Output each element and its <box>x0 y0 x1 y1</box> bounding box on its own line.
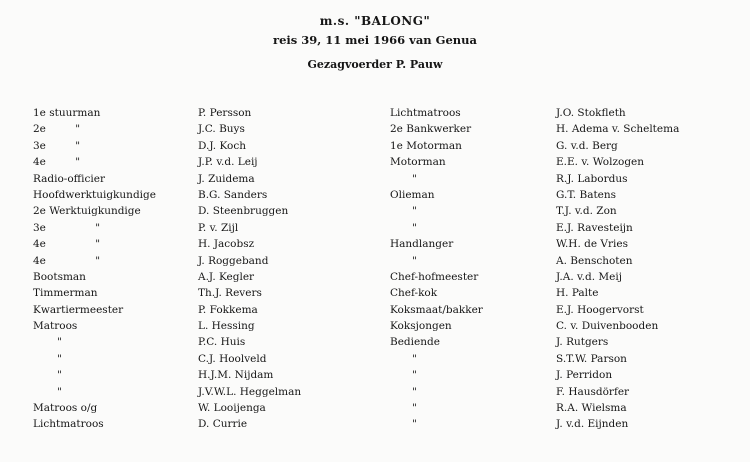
crew-rank: 3e " <box>33 221 101 234</box>
crew-rank: Koksmaat/bakker <box>390 303 483 316</box>
crew-name: J. v.d. Eijnden <box>556 418 629 431</box>
crew-rank: 3e " <box>33 139 81 152</box>
crew-name: S.T.W. Parson <box>556 352 627 365</box>
crew-rank: " <box>57 352 62 365</box>
crew-rank: Lichtmatroos <box>390 107 461 119</box>
crew-name: R.J. Labordus <box>556 172 628 185</box>
crew-name: J.C. Buys <box>198 123 245 136</box>
crew-name: P. v. Zijl <box>198 221 239 234</box>
crew-name: J. Rutgers <box>556 336 609 349</box>
crew-rank: 4e " <box>33 238 101 251</box>
crew-name: P.C. Huis <box>198 336 246 349</box>
crew-name: H. Adema v. Scheltema <box>556 123 680 136</box>
crew-name: J.A. v.d. Meij <box>556 270 622 283</box>
crew-name: J.P. v.d. Leij <box>198 156 258 169</box>
crew-name: D. Steenbruggen <box>198 205 289 218</box>
crew-rank: 4e " <box>33 254 101 267</box>
crew-name: J. Roggeband <box>198 254 269 267</box>
crew-rank: " <box>412 254 417 267</box>
crew-rank: Matroos o/g <box>33 402 98 415</box>
crew-rank: Motorman <box>390 156 446 169</box>
crew-rank: " <box>412 172 417 185</box>
crew-rank: 2e Bankwerker <box>390 123 472 136</box>
crew-rank: " <box>412 385 417 398</box>
crew-name: E.J. Hoogervorst <box>556 303 644 316</box>
crew-rank: " <box>57 385 62 398</box>
crew-rank: Timmerman <box>33 287 98 300</box>
crew-rank: " <box>57 369 62 382</box>
crew-rank: Chef-kok <box>390 287 438 300</box>
crew-name: R.A. Wielsma <box>556 402 627 415</box>
crew-rank: 1e stuurman <box>33 107 101 119</box>
crew-name: J.V.W.L. Heggelman <box>198 385 302 398</box>
crew-name: B.G. Sanders <box>198 188 268 201</box>
crew-name: A. Benschoten <box>556 254 633 267</box>
right-ranks-column <box>390 105 550 433</box>
crew-name: J. Zuidema <box>198 172 255 185</box>
crew-rank: " <box>412 402 417 415</box>
ship-title: m.s. "BALONG" <box>319 14 431 28</box>
crew-rank: 1e Motorman <box>390 139 462 152</box>
crew-name: H.J.M. Nijdam <box>198 369 274 382</box>
crew-rank: " <box>412 418 417 431</box>
crew-rank: Bediende <box>390 336 440 349</box>
crew-name: D.J. Koch <box>198 139 246 152</box>
voyage-line: reis 39, 11 mei 1966 van Genua <box>273 33 477 47</box>
crew-rank: Kwartiermeester <box>33 303 124 316</box>
crew-name: J.O. Stokfleth <box>556 107 626 119</box>
crew-rank: Olieman <box>390 188 435 201</box>
right-names-column <box>556 105 741 433</box>
crew-name: C.J. Hoolveld <box>198 352 267 365</box>
crew-rank: Koksjongen <box>390 320 452 333</box>
crew-name: Th.J. Revers <box>198 287 262 300</box>
crew-name: P. Persson <box>198 107 252 119</box>
crew-rank: " <box>412 352 417 365</box>
crew-name: G.T. Batens <box>556 188 617 201</box>
crew-rank: Bootsman <box>33 270 86 283</box>
crew-name: G. v.d. Berg <box>556 139 618 152</box>
crew-name: W. Looijenga <box>198 402 266 415</box>
crew-rank: Radio-officier <box>33 172 105 185</box>
left-names-column <box>198 105 383 433</box>
crew-rank: " <box>412 221 417 234</box>
left-ranks-column <box>33 105 193 433</box>
crew-name: W.H. de Vries <box>556 238 628 251</box>
crew-rank: Chef-hofmeester <box>390 270 479 283</box>
crew-name: F. Hausdörfer <box>556 385 630 398</box>
crew-name: L. Hessing <box>198 320 255 333</box>
crew-name: D. Currie <box>198 418 248 431</box>
crew-name: T.J. v.d. Zon <box>556 205 617 218</box>
crew-rank: Hoofdwerktuigkundige <box>33 188 156 201</box>
crew-name: J. Perridon <box>556 369 613 382</box>
crew-rank: 4e " <box>33 156 81 169</box>
crew-name: H. Palte <box>556 287 599 300</box>
crew-name: E.J. Ravesteijn <box>556 221 633 234</box>
crew-rank: Lichtmatroos <box>33 418 104 431</box>
crew-name: C. v. Duivenbooden <box>556 320 659 333</box>
crew-name: E.E. v. Wolzogen <box>556 156 645 169</box>
crew-rank: Handlanger <box>390 238 454 251</box>
crew-name: H. Jacobsz <box>198 238 255 251</box>
crew-rank: " <box>412 369 417 382</box>
crew-name: P. Fokkema <box>198 303 258 316</box>
crew-rank: 2e " <box>33 123 81 136</box>
captain-line: Gezagvoerder P. Pauw <box>307 58 443 71</box>
crew-rank: " <box>412 205 417 218</box>
crew-rank: " <box>57 336 62 349</box>
crew-rank: 2e Werktuigkundige <box>33 205 141 218</box>
crew-rank: Matroos <box>33 320 78 333</box>
crew-name: A.J. Kegler <box>198 270 255 283</box>
